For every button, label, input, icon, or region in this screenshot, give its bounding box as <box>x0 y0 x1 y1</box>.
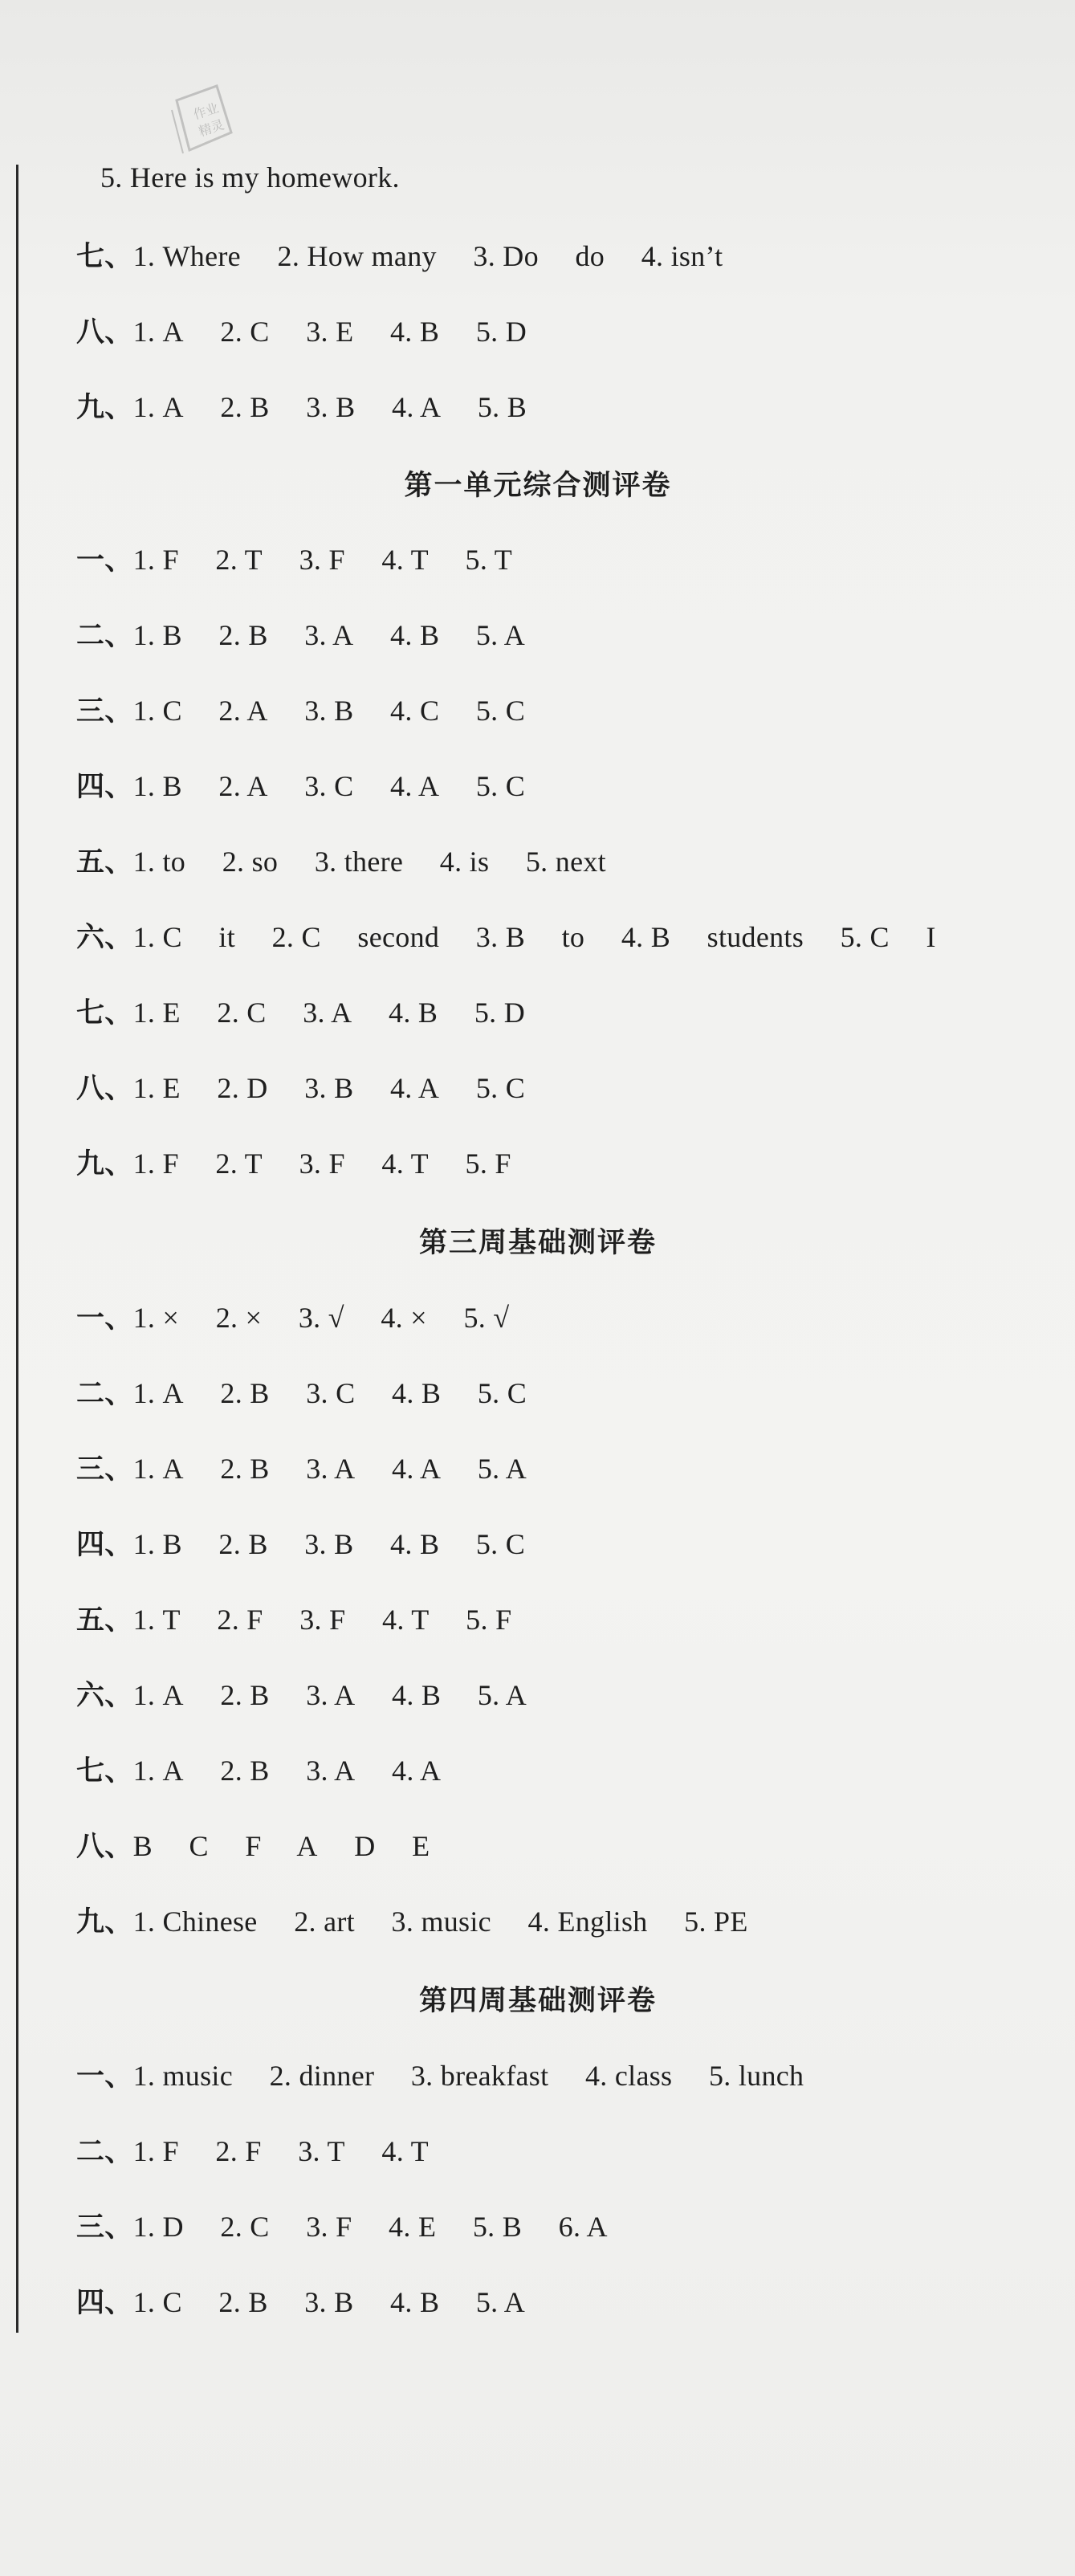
watermark-stamp-icon <box>161 76 249 165</box>
answer-text: 1. Where 2. How many 3. Do do 4. isn’t <box>132 240 723 272</box>
answer-text: 1. A 2. B 3. A 4. A <box>132 1755 442 1787</box>
answer-row <box>76 1066 525 1107</box>
question-number: 二、 <box>76 620 133 652</box>
answer-text: 1. music 2. dinner 3. breakfast 4. class 5. lunch <box>132 2060 804 2092</box>
answer-row <box>76 1749 441 1789</box>
answer-row <box>76 840 606 880</box>
answer-row <box>76 2054 804 2094</box>
answer-text: 1. C 2. B 3. B 4. B 5. A <box>132 2286 526 2318</box>
answer-row <box>76 1900 748 1940</box>
section-title: 第三周基础测评卷 <box>418 1227 657 1259</box>
answer-row <box>76 689 525 729</box>
show-through-text <box>851 145 1060 2072</box>
question-number: 一、 <box>76 2060 133 2093</box>
question-number: 三、 <box>76 2211 133 2244</box>
question-number: 六、 <box>76 1680 133 1712</box>
answer-text: 1. Chinese 2. art 3. music 4. English 5. PE <box>132 1906 748 1938</box>
left-margin-rule <box>16 165 18 2333</box>
answer-text: 1. A 2. C 3. E 4. B 5. D <box>132 316 527 348</box>
question-number: 一、 <box>76 1302 133 1335</box>
answer-text: 1. F 2. T 3. F 4. T 5. F <box>132 1147 511 1180</box>
answer-row <box>76 1824 430 1865</box>
answer-row <box>76 764 525 805</box>
answer-row <box>76 613 525 654</box>
answer-row <box>76 310 527 350</box>
question-number: 三、 <box>76 1453 133 1486</box>
question-number: 二、 <box>76 1378 133 1410</box>
question-number: 八、 <box>76 316 133 348</box>
answer-text: 1. B 2. B 3. B 4. B 5. C <box>132 1528 526 1560</box>
answer-row <box>76 385 527 426</box>
question-number: 四、 <box>76 2287 133 2319</box>
question-number: 九、 <box>76 1148 133 1180</box>
answer-row <box>76 1673 527 1714</box>
answer-row <box>76 1447 527 1487</box>
question-number: 七、 <box>76 997 133 1029</box>
answer-row <box>76 538 512 578</box>
answer-text: 1. A 2. B 3. A 4. B 5. A <box>132 1679 527 1711</box>
answer-text: B C F A D E <box>132 1830 430 1862</box>
question-number: 二、 <box>76 2136 133 2168</box>
answer-text: 1. × 2. × 3. √ 4. × 5. √ <box>132 1302 510 1334</box>
answer-row <box>76 1522 525 1563</box>
answer-text: 1. to 2. so 3. there 4. is 5. next <box>132 846 606 878</box>
answer-text: 1. T 2. F 3. F 4. T 5. F <box>132 1604 512 1636</box>
top-line: 5. Here is my homework. <box>100 161 400 194</box>
answer-text: 1. B 2. B 3. A 4. B 5. A <box>132 619 526 651</box>
question-number: 三、 <box>76 695 133 728</box>
answer-row <box>76 1142 511 1182</box>
svg-text:精灵: 精灵 <box>197 116 226 140</box>
answer-text: 1. B 2. A 3. C 4. A 5. C <box>132 770 526 802</box>
answer-row <box>76 991 525 1031</box>
answer-row <box>76 2130 429 2170</box>
answer-text: 1. C it 2. C second 3. B to 4. B students 5. C I <box>132 921 936 953</box>
question-number: 九、 <box>76 392 133 424</box>
answer-row <box>76 1372 527 1412</box>
answer-text: 1. E 2. C 3. A 4. B 5. D <box>132 997 526 1029</box>
question-number: 九、 <box>76 1906 133 1938</box>
answer-text: 1. E 2. D 3. B 4. A 5. C <box>132 1072 526 1104</box>
answer-row <box>76 915 936 956</box>
answer-row <box>76 234 723 275</box>
section-title: 第一单元综合测评卷 <box>404 470 672 502</box>
question-number: 四、 <box>76 771 133 803</box>
answer-row <box>76 1296 509 1336</box>
question-number: 一、 <box>76 544 133 577</box>
question-number: 八、 <box>76 1073 133 1105</box>
answer-text: 1. F 2. T 3. F 4. T 5. T <box>132 544 513 576</box>
answer-row <box>76 2280 525 2321</box>
question-number: 四、 <box>76 1529 133 1561</box>
question-number: 六、 <box>76 922 133 954</box>
answer-row <box>76 2205 608 2245</box>
answer-row <box>76 1598 511 1638</box>
svg-text:作业: 作业 <box>191 100 221 123</box>
question-number: 八、 <box>76 1831 133 1863</box>
question-number: 五、 <box>76 1604 133 1636</box>
answer-text: 1. F 2. F 3. T 4. T <box>132 2135 429 2167</box>
section-title: 第四周基础测评卷 <box>418 1985 657 2017</box>
question-number: 七、 <box>76 1755 133 1787</box>
answer-text: 1. C 2. A 3. B 4. C 5. C <box>132 695 526 727</box>
answer-text: 1. A 2. B 3. A 4. A 5. A <box>132 1453 527 1485</box>
question-number: 五、 <box>76 846 133 878</box>
answer-text: 1. A 2. B 3. B 4. A 5. B <box>132 391 527 423</box>
question-number: 七、 <box>76 241 133 273</box>
answer-text: 1. A 2. B 3. C 4. B 5. C <box>132 1377 527 1409</box>
answer-text: 1. D 2. C 3. F 4. E 5. B 6. A <box>132 2211 608 2243</box>
